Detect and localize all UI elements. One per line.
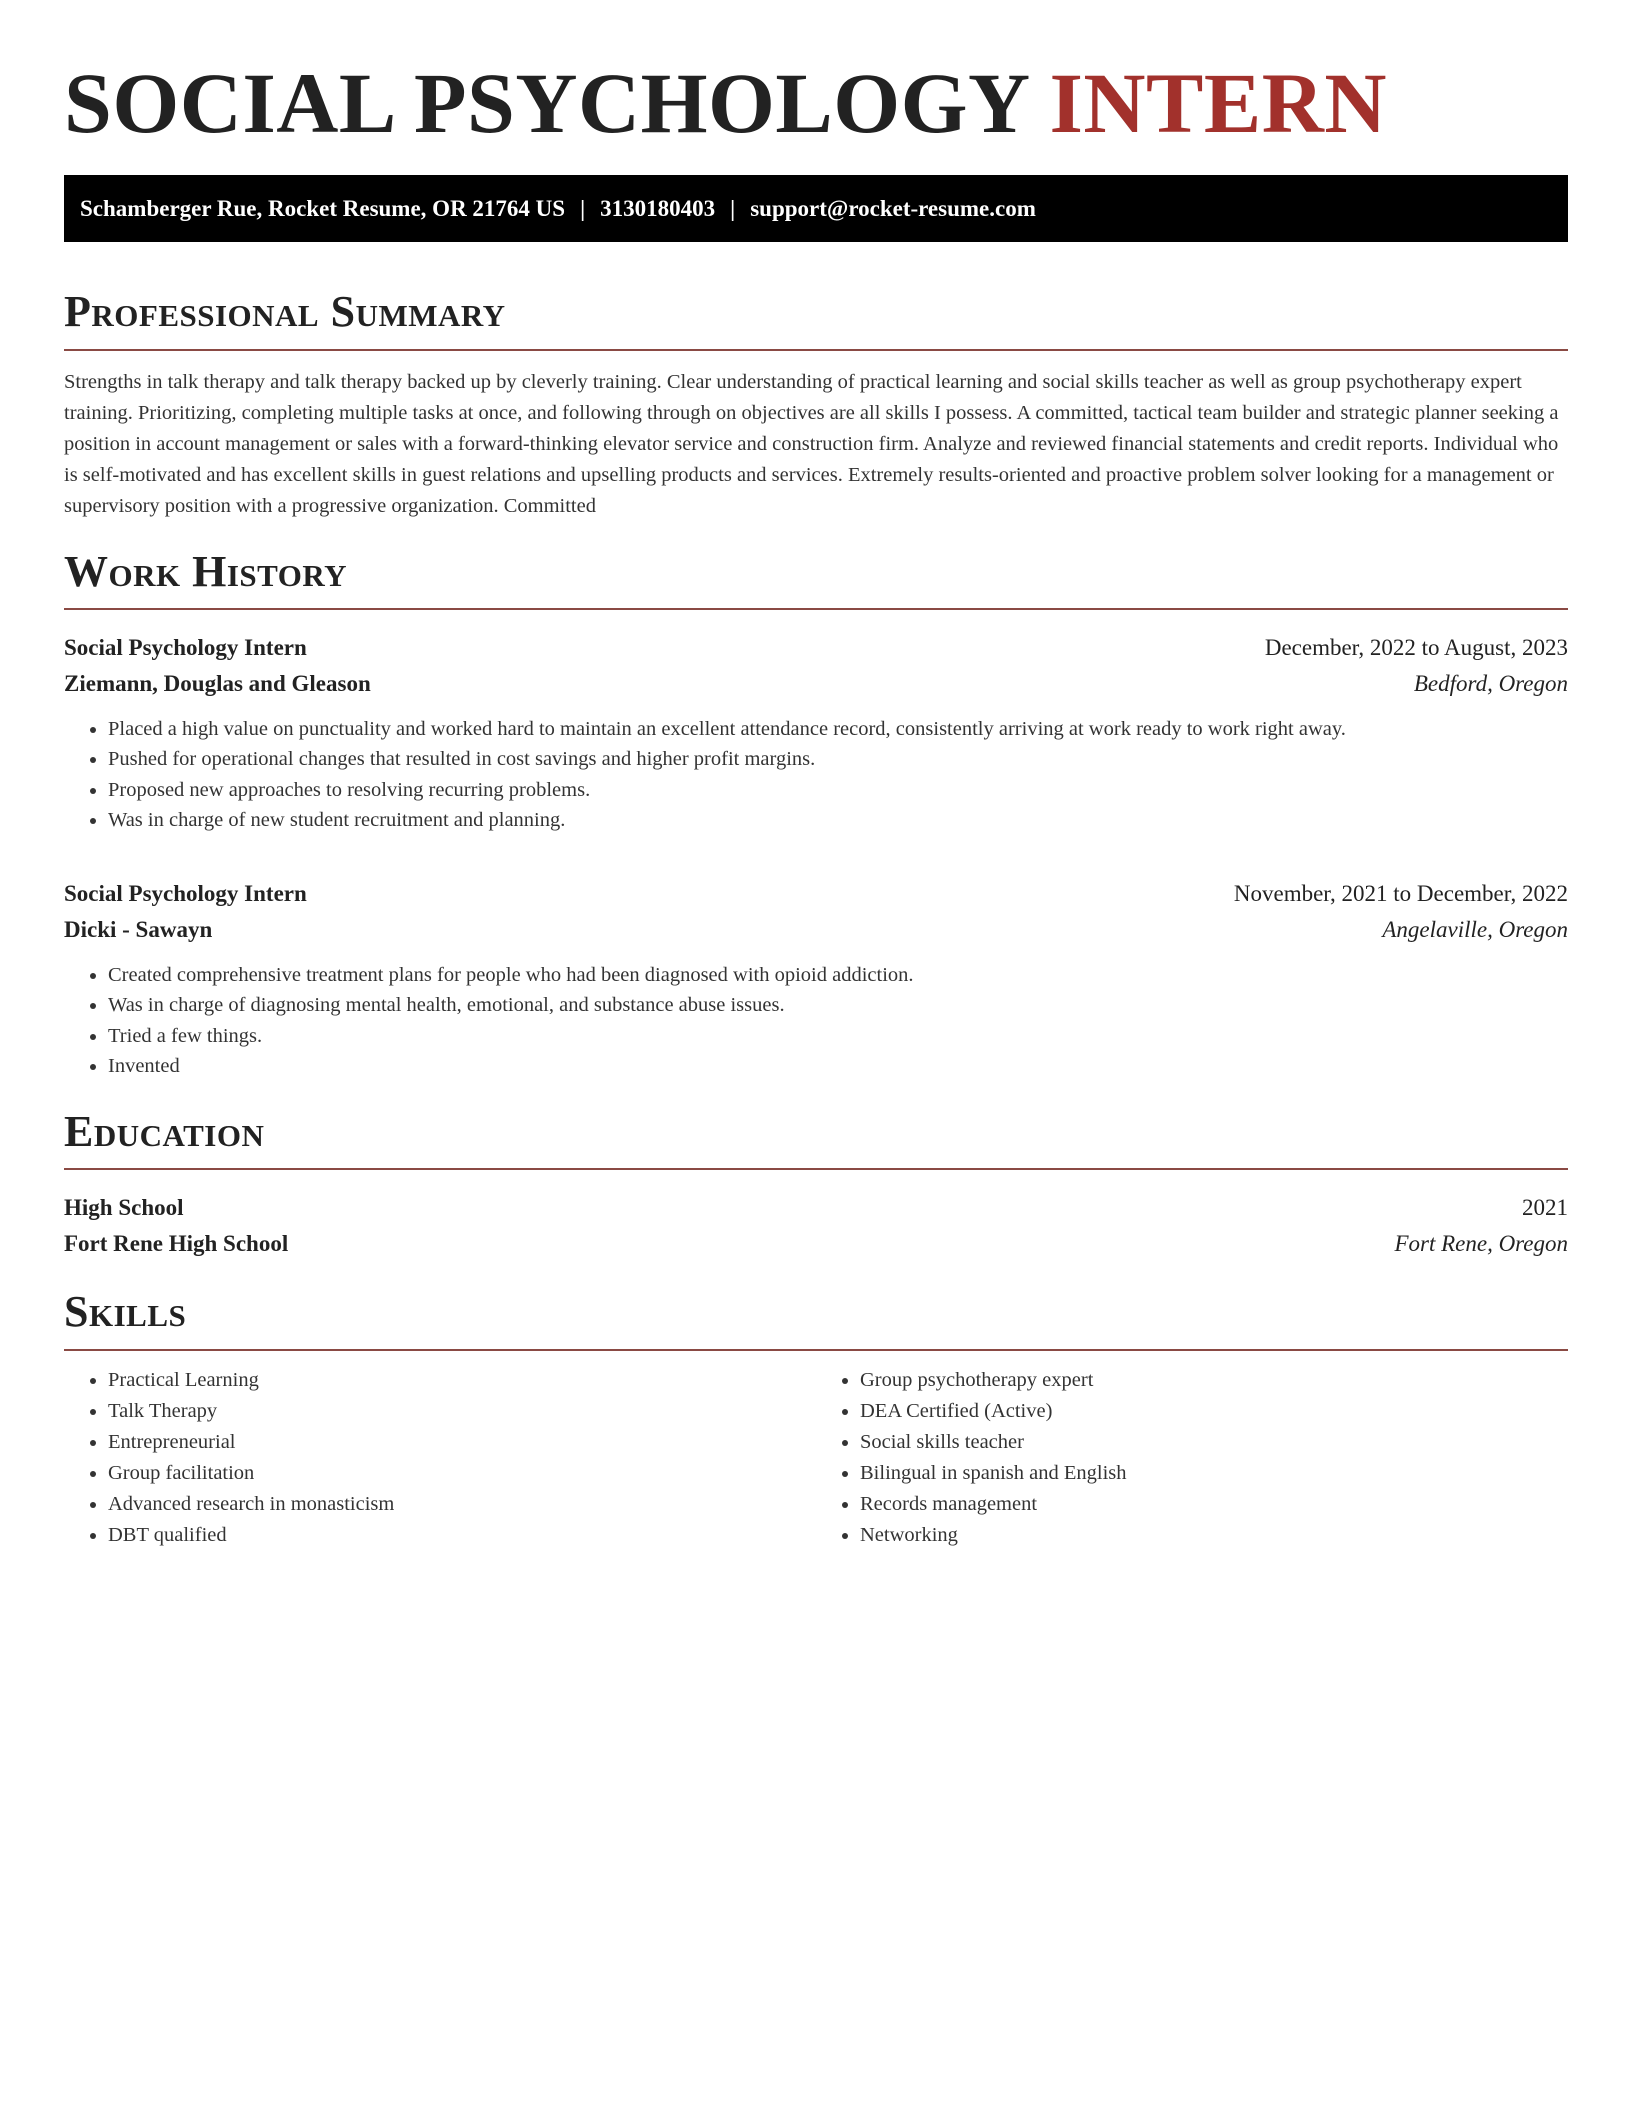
job-title-row xyxy=(64,876,1568,912)
education-year: 2021 xyxy=(1522,1195,1568,1221)
summary-section xyxy=(64,288,1568,521)
job-location: Angelaville, Oregon xyxy=(1382,916,1568,942)
skill-item: • Advanced research in monasticism xyxy=(108,1489,816,1520)
job-bullet: • Tried a few things. xyxy=(108,1021,1568,1052)
job-bullet: • Was in charge of diagnosing mental health, emotional, and substance abuse issues. xyxy=(108,990,1568,1021)
contact-bar xyxy=(64,175,1568,242)
skill-item: • Social skills teacher xyxy=(860,1427,1568,1458)
education-entry xyxy=(64,1190,1568,1262)
job-bullets xyxy=(64,714,1568,836)
summary-text: Strengths in talk therapy and talk therapy backed up by cleverly training. Clear understanding of practical learning and social skills teacher as well as group psychotherapy expert training. Prioritizing, completing multiple tasks at once, and following through on objectives are all skills I possess. A committed, tactical team builder and strategic planner seeking a position in account management or sales with a forward-thinking elevator service and construction firm. Analyze and reviewed financial statements and credit reports. Individual who is self-motivated and has excellent skills in guest relations and upselling products and services. Extremely results-oriented and proactive problem solver looking for a management or supervisory position with a progressive organization. Committed xyxy=(64,370,1559,517)
skills-list-left xyxy=(64,1365,816,1551)
skills-list-right xyxy=(816,1365,1568,1551)
job-dates: December, 2022 to August, 2023 xyxy=(1264,634,1568,660)
title-main: SOCIAL PSYCHOLOGY xyxy=(64,55,1028,151)
contact-address: Schamberger Rue, Rocket Resume, OR 21764 US xyxy=(80,195,566,221)
job-title: Social Psychology Intern xyxy=(64,634,307,660)
job-entry xyxy=(64,876,1568,1082)
job-location: Bedford, Oregon xyxy=(1413,670,1568,696)
skills-columns xyxy=(64,1365,1568,1551)
job-title: Social Psychology Intern xyxy=(64,880,307,906)
job-entry xyxy=(64,630,1568,836)
job-bullet: • Proposed new approaches to resolving recurring problems. xyxy=(108,775,1568,806)
skill-item: • DBT qualified xyxy=(108,1520,816,1551)
skill-item: • Networking xyxy=(860,1520,1568,1551)
job-title-row xyxy=(64,630,1568,666)
job-company-row xyxy=(64,912,1568,948)
job-bullet: • Pushed for operational changes that resulted in cost savings and higher profit margins. xyxy=(108,744,1568,775)
contact-separator: | xyxy=(580,195,586,221)
skill-item: • DEA Certified (Active) xyxy=(860,1396,1568,1427)
skill-item: • Group psychotherapy expert xyxy=(860,1365,1568,1396)
section-heading-education: Education xyxy=(64,1108,1568,1170)
contact-phone: 3130180403 xyxy=(600,195,716,221)
job-bullet: • Invented xyxy=(108,1051,1568,1082)
resume-title xyxy=(64,52,1568,155)
job-bullets xyxy=(64,960,1568,1082)
skill-item: • Bilingual in spanish and English xyxy=(860,1458,1568,1489)
job-dates: November, 2021 to December, 2022 xyxy=(1233,880,1568,906)
section-heading-work-history: Work History xyxy=(64,548,1568,610)
job-bullet: • Was in charge of new student recruitment and planning. xyxy=(108,805,1568,836)
education-section xyxy=(64,1108,1568,1262)
skill-item: • Group facilitation xyxy=(108,1458,816,1489)
skills-section xyxy=(64,1288,1568,1550)
job-company-row xyxy=(64,666,1568,702)
education-school: Fort Rene High School xyxy=(64,1231,289,1257)
education-school-row xyxy=(64,1226,1568,1262)
work-history-section xyxy=(64,548,1568,1082)
education-degree-row xyxy=(64,1190,1568,1226)
title-accent: INTERN xyxy=(1049,55,1387,151)
section-heading-summary: Professional Summary xyxy=(64,288,1568,350)
job-company: Ziemann, Douglas and Gleason xyxy=(64,670,371,696)
section-heading-skills: Skills xyxy=(64,1288,1568,1350)
skill-item: • Records management xyxy=(860,1489,1568,1520)
job-bullet: • Placed a high value on punctuality and worked hard to maintain an excellent attendance record, consistently arriving at work ready to work right away. xyxy=(108,714,1568,745)
job-company: Dicki - Sawayn xyxy=(64,916,213,942)
education-location: Fort Rene, Oregon xyxy=(1394,1231,1568,1257)
education-degree: High School xyxy=(64,1195,184,1221)
skill-item: • Practical Learning xyxy=(108,1365,816,1396)
contact-separator: | xyxy=(730,195,736,221)
contact-email: support@rocket-resume.com xyxy=(750,195,1036,221)
job-bullet: • Created comprehensive treatment plans for people who had been diagnosed with opioid addiction. xyxy=(108,960,1568,991)
skill-item: • Entrepreneurial xyxy=(108,1427,816,1458)
skill-item: • Talk Therapy xyxy=(108,1396,816,1427)
